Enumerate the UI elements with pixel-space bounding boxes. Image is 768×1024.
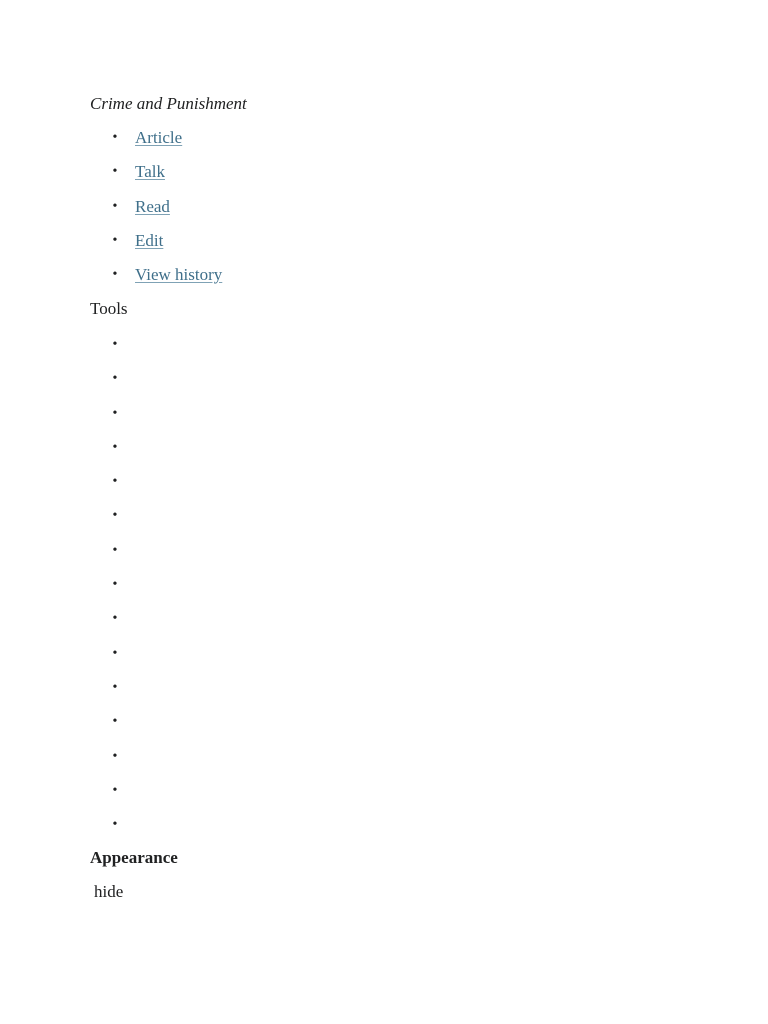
tools-list-item (90, 608, 135, 642)
bullet-icon: • (112, 679, 118, 695)
tools-list-item (90, 540, 135, 574)
tools-list-item (90, 780, 135, 814)
bullet-icon: • (112, 439, 118, 455)
tools-list-item (90, 643, 135, 677)
tools-list-item (90, 368, 135, 402)
tools-list-item (90, 677, 135, 711)
bullet-icon: • (112, 232, 118, 248)
bullet-icon: • (112, 817, 118, 833)
tools-list-item (90, 471, 135, 505)
views-item-article (90, 127, 222, 161)
views-menu (90, 127, 222, 298)
tab-talk[interactable]: Talk (135, 162, 165, 182)
tab-view-history[interactable]: View history (135, 265, 223, 285)
tools-list-item (90, 403, 135, 437)
bullet-icon: • (112, 508, 118, 524)
bullet-icon: • (112, 645, 118, 661)
bullet-icon: • (112, 164, 118, 180)
tools-list-item (90, 334, 135, 368)
views-item-read (90, 196, 222, 230)
bullet-icon: • (112, 714, 118, 730)
bullet-icon: • (112, 782, 118, 798)
bullet-icon: • (112, 748, 118, 764)
tools-list-item (90, 574, 135, 608)
bullet-icon: • (112, 130, 118, 145)
tools-heading: Tools (90, 299, 128, 318)
tab-article[interactable]: Article (135, 128, 183, 147)
views-item-talk (90, 161, 222, 195)
bullet-icon: • (112, 474, 118, 490)
bullet-icon: • (112, 198, 118, 214)
tools-menu (90, 334, 135, 848)
bullet-icon: • (112, 371, 118, 387)
page-title: Crime and Punishment (90, 94, 247, 113)
views-item-edit (90, 230, 222, 264)
tools-list-item (90, 711, 135, 745)
tools-list-item (90, 437, 135, 471)
tools-list-item (90, 814, 135, 848)
views-item-history (90, 264, 222, 298)
appearance-heading: Appearance (90, 848, 178, 867)
bullet-icon: • (112, 267, 118, 283)
appearance-hide-button[interactable]: hide (94, 882, 124, 901)
bullet-icon: • (112, 577, 118, 593)
tools-list-item (90, 746, 135, 780)
tab-read[interactable]: Read (135, 196, 170, 216)
tab-edit[interactable]: Edit (135, 230, 164, 250)
bullet-icon: • (112, 337, 118, 352)
bullet-icon: • (112, 405, 118, 421)
bullet-icon: • (112, 611, 118, 627)
bullet-icon: • (112, 542, 118, 558)
tools-list-item (90, 505, 135, 539)
